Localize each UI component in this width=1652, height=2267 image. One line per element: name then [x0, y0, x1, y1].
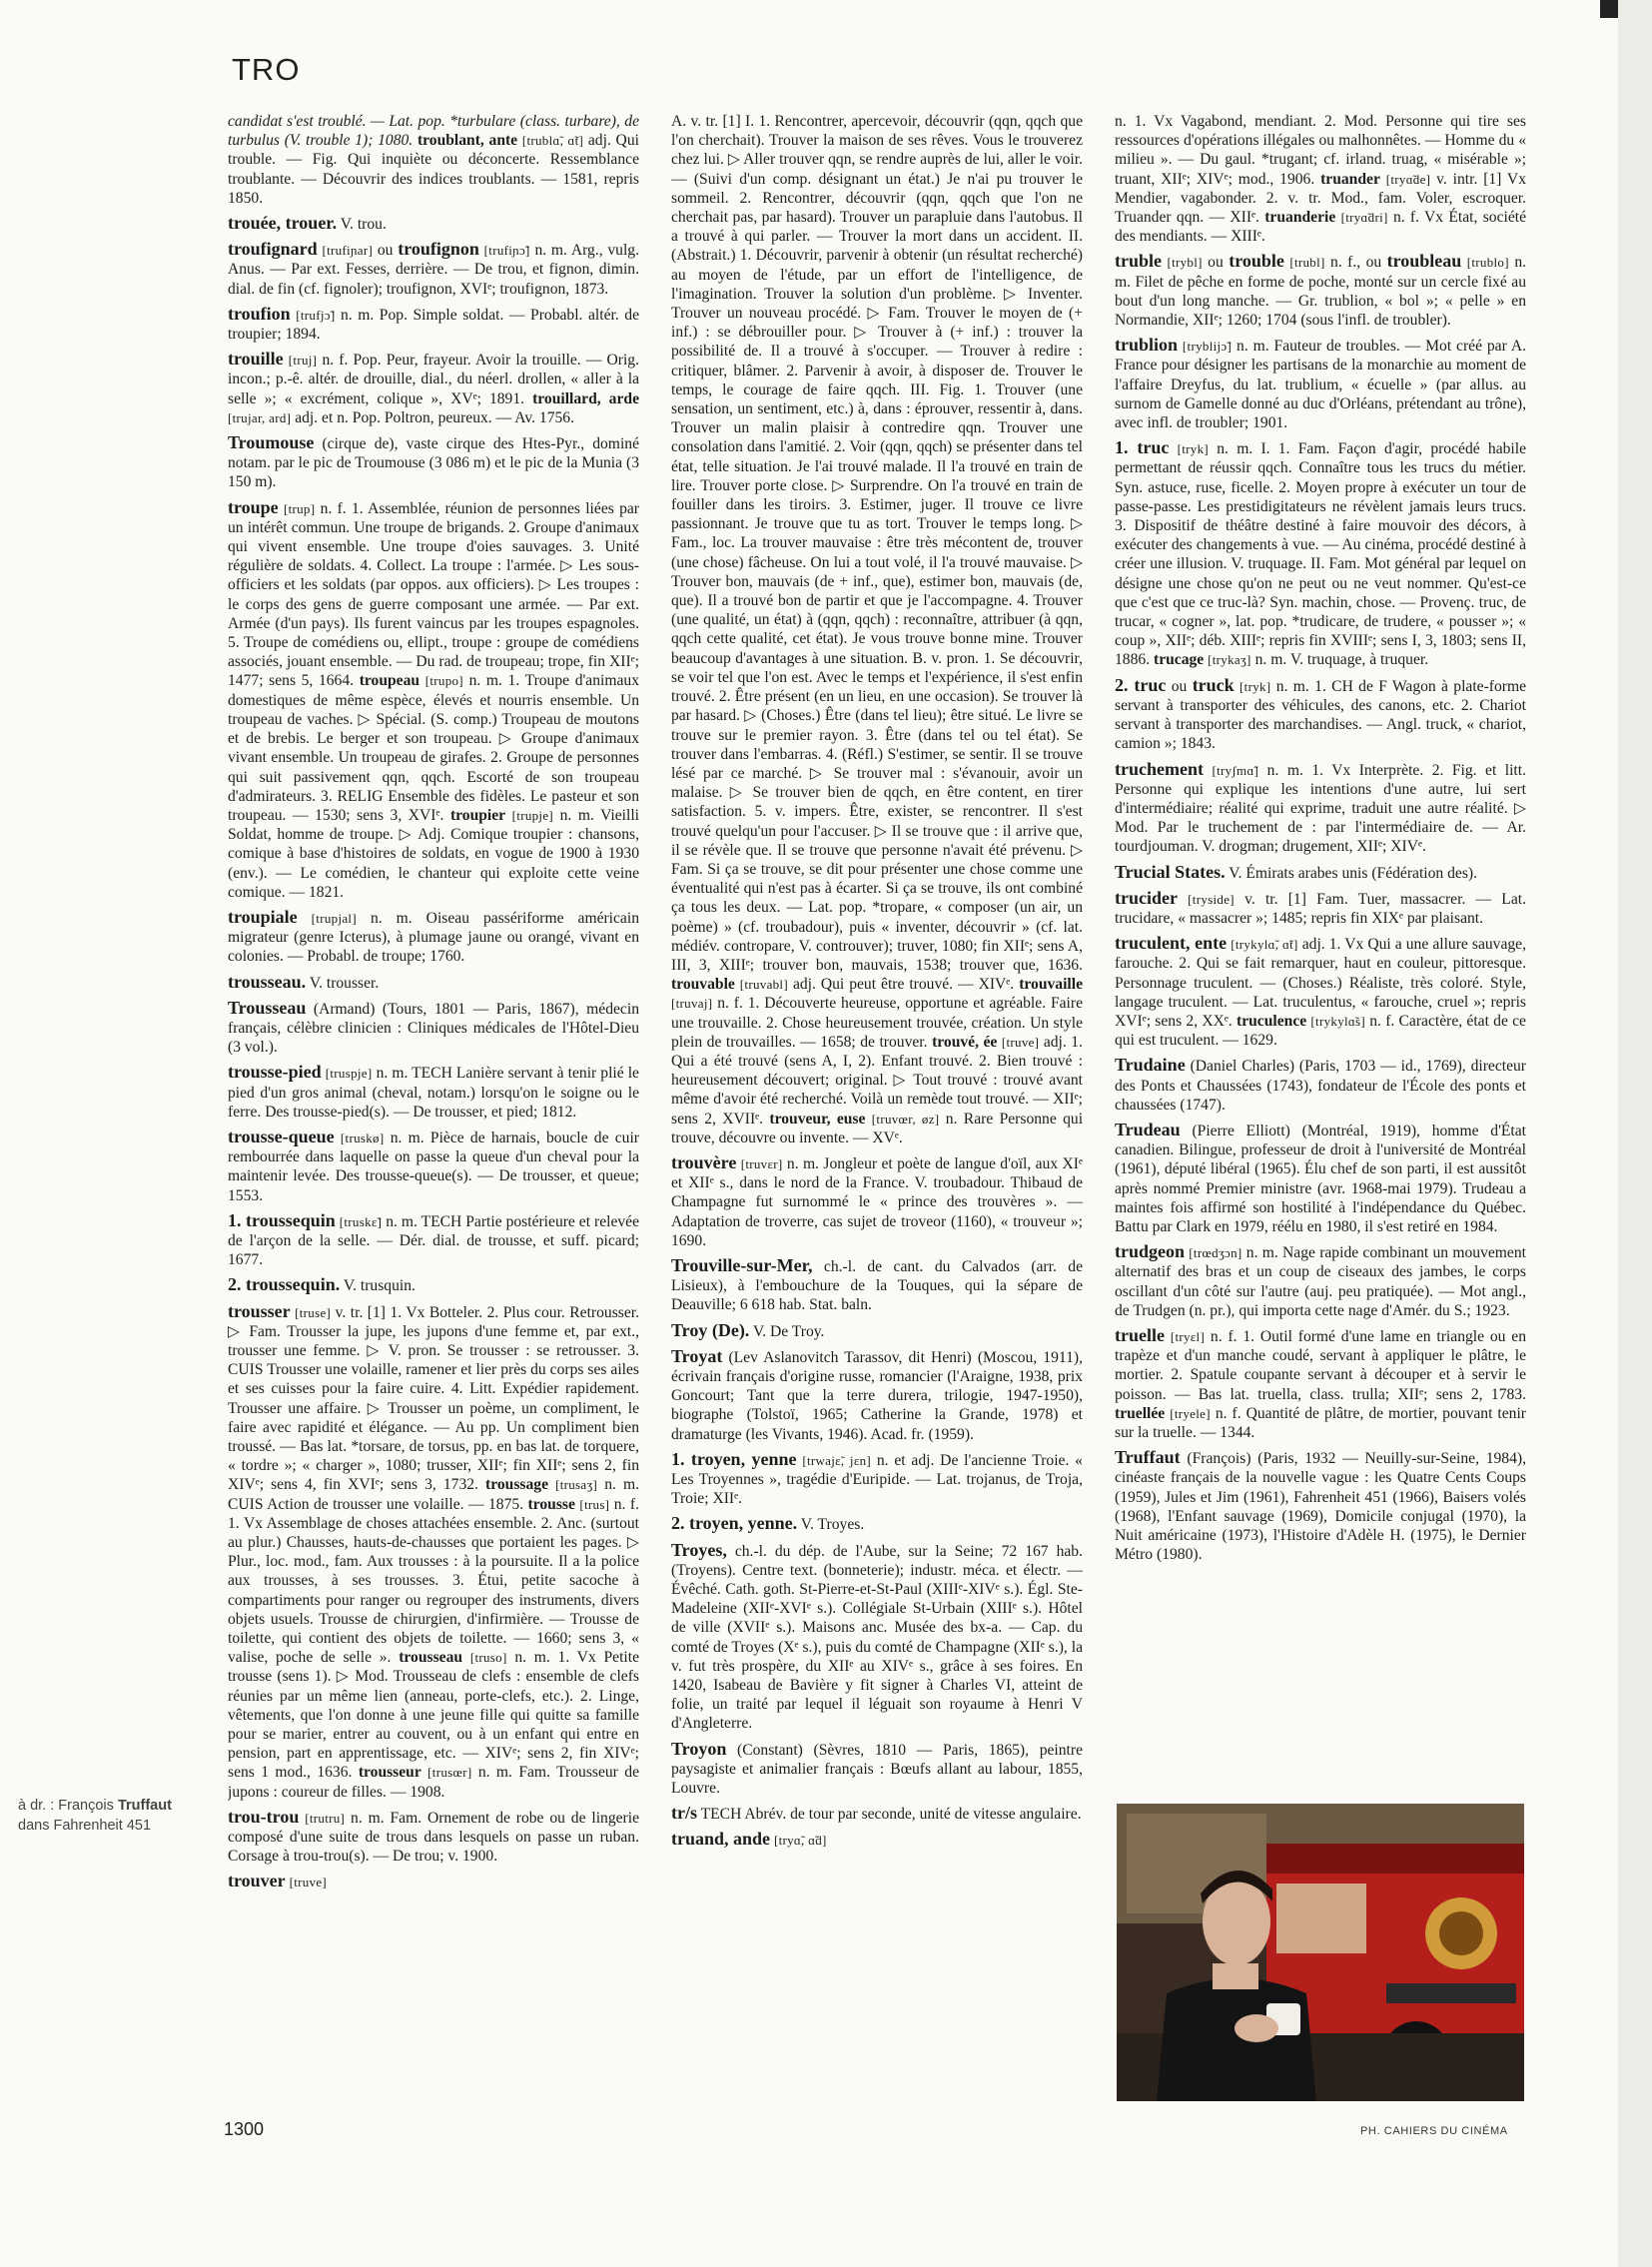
entry: A. v. tr. [1] I. 1. Rencontrer, apercevoir, découvrir (qqn, qqch que l'on cherchait). Trouver la maison de ses rêves. Vous le trouverez chez lui. ▷ Aller trouver qqn, se rendre auprès de lui, aller le voir. — (Suivi d'un comp. désignant un état.) Je n'ai pu trouver le sommeil. 2. Rencontrer, découvrir (qqn, qqch que l'on ne cherchait pas, par hasard). Trouver un parapluie dans l'autobus. Il a trouvé à qui parler. — Trouver la mort dans un accident. II. (Abstrait.) 1. Découvrir, parvenir à obtenir (un résultat recherché) au moyen de l'étude, par un effort de l'intelligence, de l'imagination. Trouver la solution d'un problème. ▷ Inventer. Trouver un nouveau procédé. ▷ Fam. Trouver le moyen de (+ inf.) : se débrouiller pour. ▷ Trouver à (+ inf.) : trouver la possibilité de. Il a trouvé à s'occuper. — Trouver à redire : critiquer, blâmer. 2. Parvenir à avoir, à disposer de. Trouver le temps, le courage de faire qqch. III. Fig. 1. Trouver (une sensation, un sentiment, etc.) à, dans : éprouver, ressentir à, dans. Trouver un malin plaisir à contredire qqn. Trouver une consolation dans l'amitié. 2. Voir (qqn, qqch) se présenter dans tel état, telle situation. Je l'ai trouvé malade. Il l'a trouvé en train de lire. Trouver porte close. ▷ Surprendre. On l'a trouvé en train de fouiller dans les tiroirs. 3. Estimer, juger. Il trouve ce livre passionnant. Je trouve que tu as tort. Trouver le temps long. ▷ Fam., loc. La trouver mauvaise : être très mécontent de, trouver (une chose) fâcheuse. On lui a tout volé, il l'a trouvé mauvaise. ▷ Trouver bon, mauvais (de + inf., que), estimer bon, mauvais (de, que). Il a trouvé bon de partir et que je l'accompagne. 4. Trouver (une qualité, un état) à (qqn, qqch) : reconnaître, attribuer (à qqn, qqch cette qualité, cet état). Je vous trouve bonne mine. Trouver beaucoup d'avantages à une situation. B. v. pron. 1. Se découvrir, se voir tel que l'on est. Avec le temps et l'expérience, il s'est enfin trouvé. 2. Être présent (en un lieu, en une occasion). Se trouver là par hasard. ▷ (Choses.) Être (dans tel lieu); être situé. Le livre se trouve sur le premier rayon. 3. Être (dans tel ou tel état). Se trouver dans l'embarras. 4. (Réfl.) S'estimer, se sentir. Il se trouve lésé par ce marché. ▷ Se trouver mal : s'évanouir, avoir un malaise. ▷ Se trouver bien de qqch, en être content, en tirer satisfaction. 5. v. impers. Être, exister, se rencontrer. Il s'est trouvé quelqu'un pour l'accuser. ▷ Il se trouve que : il arrive que, il se révèle que. Il se trouve que personne n'avait été prévenu. ▷ Fam. Si ça se trouve, se dit pour présenter une chose comme une éventualité qui n'est pas à écarter. Si ça se trouve, ils ont combiné ça tous les deux. — Lat. pop. *tropare, « composer (un air, un poème) » (cf. troubadour), puis « inventer, découvrir » (cf. lat. médiév. contropare, V. controuver); truver, 1080; fin XIIᵉ; sens A, III, 3, XIIIᵉ; trouver bon, mauvais, 1538; trouver que, 1636. trouvable [truvabl] adj. Qui peut être trouvé. — XIVᵉ. trouvaille [truvaj] n. f. 1. Découverte heureuse, opportune et agréable. Faire une trouvaille. 2. Chose heureusement trouvée, création. Un style plein de trouvailles. — 1658; de trouver. trouvé, ée [truve] adj. 1. Qui a été trouvé (sens A, I, 2). Enfant trouvé. 2. Bien trouvé : heureusement découvert; original. ▷ Tout trouvé : trouvé avant même d'avoir été recherché. Voilà un remède tout trouvé. — XIIᵉ; sens 2, XVIIᵉ. trouveur, euse [truvœr, øz] n. Rare Personne qui trouve, découvre ou invente. — XVᵉ.	[671, 113, 1083, 1146]
entry: trouver [truve]	[228, 1871, 328, 1891]
running-head: TRO	[232, 52, 301, 87]
entry: truelle [tryɛl] n. f. 1. Outil formé d'une lame en triangle ou en trapèze et d'un manche coudé, servant à appliquer le plâtre, le mortier. 2. Spatule coupante servant à découper et à servir le poisson. — Bas lat. truella, class. trulla; XIIᵉ; sens 2, 1783. truellée [tryele] n. f. Quantité de plâtre, de mortier, pouvant tenir sur la truelle. — 1344.	[1115, 1324, 1526, 1441]
entry: tr/s TECH Abrév. de tour par seconde, unité de vitesse angulaire.	[671, 1803, 1082, 1824]
entry: troufion [trufjɔ̃] n. m. Pop. Simple soldat. — Probabl. altér. de troupier; 1894.	[228, 303, 639, 344]
entry: Trouville-sur-Mer, ch.-l. de cant. du Calvados (arr. de Lisieux), à l'embouchure de la Touques, qui la sépare de Deauville; 6 618 hab. Stat. baln.	[671, 1254, 1083, 1314]
entry: Troyon (Constant) (Sèvres, 1810 — Paris, 1865), peintre paysagiste et animalier français : Bœufs allant au labour, 1855, Louvre.	[671, 1738, 1083, 1798]
entry: truculent, ente [trykylɑ̃, ɑ̃t] adj. 1. Vx Qui a une allure sauvage, farouche. 2. Qui se fait remarquer, haut en couleur, pittoresque. Personnage truculent. — (Choses.) Réaliste, très coloré. Style, langage truculent. — Lat. truculentus, « farouche, cruel »; repris XVIᵉ; sens 2, XXᵉ. truculence [trykylɑ̃s] n. f. Caractère, état de ce qui est truculent. — 1629.	[1115, 933, 1526, 1050]
entry: trouée, trouer. V. trou.	[228, 213, 387, 234]
entry: Troumouse (cirque de), vaste cirque des Htes-Pyr., dominé notam. par le pic de Troumouse (3 086 m) et le pic de la Munia (3 150 m).	[228, 432, 639, 491]
entry: truchement [tryʃmɑ̃] n. m. 1. Vx Interprète. 2. Fig. et litt. Personne qui explique les intentions d'une autre, lui sert d'intermédiaire; réalité qui exprime, traduit une autre réalité. ▷ Mod. Par le truchement de : par l'intermédiaire de. — Ar. tourdjouman. V. drogman; drugement, XIIᵉ; XIVᵉ.	[1115, 758, 1526, 856]
entry: 1. troyen, yenne [trwajɛ̃, jɛn] n. et adj. De l'ancienne Troie. « Les Troyennes », tragédie d'Euripide. — Lat. trojanus, de Troja, Troie; XIIᵉ.	[671, 1448, 1083, 1508]
entry: Trousseau (Armand) (Tours, 1801 — Paris, 1867), médecin français, célèbre clinicien : Cliniques médicales de l'Hôtel-Dieu (3 vol.).	[228, 997, 639, 1057]
entry: trouille [truj] n. f. Pop. Peur, frayeur. Avoir la trouille. — Orig. incon.; p.-ê. altér. de drouille, dial., du néerl. drollen, « aller à la selle »; « excrément, colique », XVᵉ; 1891. trouillard, arde [trujar, ard] adj. et n. Pop. Poltron, peureux. — Av. 1756.	[228, 349, 639, 426]
photo-credit: PH. CAHIERS DU CINÉMA	[1360, 2125, 1508, 2137]
entry: 2. troyen, yenne. V. Troyes.	[671, 1513, 865, 1534]
entry: trousse-queue [truskø] n. m. Pièce de harnais, boucle de cuir rembourrée dans laquelle on passe la queue d'un cheval pour la maintenir levée. Des trousse-queue(s). — De trousser, et queue; 1553.	[228, 1126, 639, 1204]
entry: troufignard [trufiɲar] ou troufignon [trufiɲɔ̃] n. m. Arg., vulg. Anus. — Par ext. Fesses, derrière. — De trou, et fignon, dimin. dial. de fin (cf. fignoler); troufignon, XVIᵉ; troufignon, 1873.	[228, 239, 639, 298]
column-1	[228, 112, 639, 2109]
edge-mark	[1600, 0, 1618, 18]
entry: troupiale [trupjal] n. m. Oiseau passériforme américain migrateur (genre Icterus), à plumage jaune ou orangé, vivant en colonies. — Probabl. de troupe; 1760.	[228, 906, 639, 966]
entry: 2. troussequin. V. trusquin.	[228, 1274, 415, 1295]
entry: 1. truc [tryk] n. m. I. 1. Fam. Façon d'agir, procédé habile permettant de réussir qqch. Connaître tous les trucs du métier. Syn. astuce, ruse, ficelle. 2. Moyen propre à exécuter un tour de passe-passe. Les prestidigitateurs ne révèlent jamais leurs trucs. 3. Dispositif de théâtre destiné à faire mouvoir des décors, à exécuter des changements à vue. — Au cinéma, procédé destiné à créer une illusion. V. truquage. II. Fam. Mot général par lequel on désigne une chose qu'on ne peut ou ne veut nommer. Qu'est-ce que c'est que ce truc-là? Syn. machin, chose. — Provenç. truc, de trucar, « cogner », lat. pop. *trudicare, de trudere, « pousser »; « coup », XIIᵉ; déb. XIIIᵉ; repris fin XVIIIᵉ; sens I, 3, 1803; sens II, 1886. trucage [trykaʒ] n. m. V. truquage, à truquer.	[1115, 437, 1526, 669]
entry: trousse-pied [truspje] n. m. TECH Lanière servant à tenir plié le pied d'un gros animal (cheval, notam.) lorsqu'on le soigne ou le ferre. Des trousse-pied(s). — De trousser, et pied; 1812.	[228, 1062, 639, 1121]
photo-illustration	[1117, 1804, 1524, 2101]
entry: trousser [truse] v. tr. [1] 1. Vx Botteler. 2. Plus cour. Retrousser. ▷ Fam. Trousser la jupe, les jupons d'une femme et, par ext., trousser une femme. ▷ V. pron. Se trousser : se retrousser. 3. CUIS Trousser une volaille, ramener et lier près du corps ses ailes et ses cuisses pour la faire cuire. 4. Litt. Expédier rapidement. Trousser une affaire. ▷ Trousser un poème, un compliment, le faire avec rapidité et élégance. — Au pp. Un compliment bien troussé. — Bas lat. *torsare, de torsus, pp. en bas lat. de torquere, « tordre »; « charger », 1080; trusser, XIIᵉ; fin XIIᵉ; sens 2, fin XIVᵉ; sens 4, fin XVIᵉ; sens 3, 1732. troussage [trusaʒ] n. m. CUIS Action de trousser une volaille. — 1875. trousse [trus] n. f. 1. Vx Assemblage de choses attachées ensemble. 2. Anc. (surtout au plur.) Chausses, hauts-de-chausses que portaient les pages. ▷ Plur., loc. mod., fam. Aux trousses : à la poursuite. Il a la police aux trousses, à ses trousses. 3. Étui, petite sacoche à compartiments pour ranger ou regrouper des instruments, divers objets usuels. Trousse de chirurgien, d'infirmière. — Trousse de toilette, qui contient des objets de toilette. — 1660; sens 3, « valise, poche de selle ». trousseau [truso] n. m. 1. Vx Petite trousse (sens 1). ▷ Mod. Trousseau de clefs : ensemble de clefs réunies par un même lien (anneau, porte-clefs, etc.). 2. Linge, vêtements, que l'on donne à une jeune fille qui quitte sa famille pour se marier, entrer au couvent, ou à un enfant qui entre en pension, part en apprentissage, etc. — XIVᵉ; sens 2, fin XIVᵉ; sens 1 mod., 1636. trousseur [trusœr] n. m. Fam. Trousseur de jupons : coureur de filles. — 1908.	[228, 1300, 639, 1801]
entry: trudgeon [trœdʒɔn] n. m. Nage rapide combinant un mouvement alternatif des bras et un coup de ciseaux des jambes, le corps oscillant d'un côté sur l'autre (auj. peu pratiquée). — Mot angl., de Trudgen (n. pr.), qui importa cette nage d'Amér. du S.; 1923.	[1115, 1241, 1526, 1319]
entry: trou-trou [trutru] n. m. Fam. Ornement de robe ou de lingerie composé d'une suite de trous dans lesquels on passe un ruban. Corsage à trou-trou(s). — De trou; v. 1900.	[228, 1806, 639, 1866]
entry: 1. troussequin [truskɛ̃] n. m. TECH Partie postérieure et relevée de l'arçon de la selle. — Dér. dial. de trousse, et suff. picard; 1677.	[228, 1209, 639, 1269]
page-number: 1300	[224, 2119, 265, 2139]
photo-caption: à dr. : François Truffaut dans Fahrenheit 451	[18, 1798, 172, 1834]
column-2	[671, 112, 1083, 2109]
entry: Troy (De). V. De Troy.	[671, 1319, 825, 1340]
page-edge	[1618, 0, 1652, 2267]
entry: trublion [tryblijɔ̃] n. m. Fauteur de troubles. — Mot créé par A. France pour désigner les partisans de la monarchie au moment de l'affaire Dreyfus, du lat. trublium, « écuelle » (par allus. au surnom de Gamelle donné au duc d'Orléans, prétendant au trône), avec infl. de troubler; 1901.	[1115, 335, 1526, 432]
entry: trucider [tryside] v. tr. [1] Fam. Tuer, massacrer. — Lat. trucidare, « massacrer »; 1485; repris fin XIXᵉ par plaisant.	[1115, 887, 1526, 927]
entry: Trudeau (Pierre Elliott) (Montréal, 1919), homme d'État canadien. Bilingue, professeur de droit à l'université de Montréal (1961), député libéral (1965). Élu chef de son parti, il est aussitôt après nommé Premier ministre (avr. 1968-mai 1979). Trudeau a maintes fois affirmé son hostilité à l'indépendance du Québec. Battu par Clark en 1979, réélu en 1980, il s'est retiré en 1984.	[1115, 1119, 1526, 1235]
entry: Trudaine (Daniel Charles) (Paris, 1703 — id., 1769), directeur des Ponts et Chaussées (1743), fondateur de l'École des ponts et chaussées (1747).	[1115, 1055, 1526, 1114]
entry: truble [trybl] ou trouble [trubl] n. f., ou troubleau [trublo] n. m. Filet de pêche en forme de poche, monté sur un cercle fixé au bout d'un long manche. — Gr. trublion, « bol »; « pelle » en Normandie, XIIᵉ; 1260; 1704 (sous l'infl. de troubler).	[1115, 251, 1526, 330]
entry: n. 1. Vx Vagabond, mendiant. 2. Mod. Personne qui tire ses ressources d'opérations illégales ou malhonnêtes. — Homme du « milieu ». — Du gaul. *trugant; cf. irland. truag, « misérable »; truant, XIIᵉ; XIVᵉ; mod., 1906. truander [tryɑ̃de] v. intr. [1] Vx Mendier, vagabonder. 2. v. tr. Mod., fam. Voler, escroquer. Truander qqn. — XIIᵉ. truanderie [tryɑ̃dri] n. f. Vx État, société des mendiants. — XIIIᵉ.	[1115, 113, 1526, 246]
entry: Trucial States. V. Émirats arabes unis (Fédération des).	[1115, 861, 1477, 882]
entry: trousseau. V. trousser.	[228, 971, 380, 992]
entry: 2. truc ou truck [tryk] n. m. 1. CH de F Wagon à plate-forme servant à transporter des véhicules, des canons, etc. 2. Chariot servant à transporter des marchandises. — Angl. truck, « chariot, camion »; 1843.	[1115, 674, 1526, 753]
entry: candidat s'est troublé. — Lat. pop. *turbulare (class. turbare), de turbulus (V. trouble 1); 1080. troublant, ante [trublɑ̃, ɑ̃t] adj. Qui trouble. — Fig. Qui inquiète ou déconcerte. Ressemblance troublante. — Découvrir des indices troublants. — 1581, repris 1850.	[228, 113, 639, 207]
entry: Troyes, ch.-l. du dép. de l'Aube, sur la Seine; 72 167 hab. (Troyens). Centre text. (bonneterie); industr. méca. et électr. — Évêché. Cath. goth. St-Pierre-et-St-Paul (XIIIᵉ-XIVᵉ s.). Égl. Ste-Madeleine (XIIᵉ-XVIᵉ s.). Collégiale St-Urbain (XIIIᵉ s.). Hôtel de ville (XVIIᵉ s.). Maisons anc. Musée des bx-a. — Cap. du comté de Troyes (Xᵉ s.), puis du comté de Champagne (XIIᵉ s.), la v. fut très prospère, du XIIᵉ au XIVᵉ s., grâce à ses foires. En 1420, Isabeau de Bavière y fit signer à Charles VI, atteint de folie, un traité par lequel il léguait son royaume à Henri V d'Angleterre.	[671, 1539, 1083, 1733]
entry: trouvère [truvɛr] n. m. Jongleur et poète de langue d'oïl, aux XIᵉ et XIIᵉ s., dans le nord de la France. V. troubadour. Thibaud de Champagne fut surnommé le « prince des trouvères ». — Adaptation de troverre, cas sujet de troveor (1160), « trouveur »; 1690.	[671, 1151, 1083, 1249]
entry: troupe [trup] n. f. 1. Assemblée, réunion de personnes liées par un intérêt commun. Une troupe de brigands. 2. Groupe d'animaux qui vivent ensemble. Une troupe d'oies sauvages. 3. Unité régulière de soldats. 4. Collect. La troupe : l'armée. ▷ Les sous-officiers et les soldats (par oppos. aux officiers). ▷ Les troupes : le corps des gens de guerre composant une armée. — Par ext. Armée (d'un pays). Ils furent vaincus par les troupes espagnoles. 5. Troupe de comédiens ou, ellipt., troupe : groupe de comédiens associés, jouant ensemble. — Du rad. de troupeau; trope, fin XIIᵉ; 1477; sens 5, 1664. troupeau [trupo] n. m. 1. Troupe d'animaux domestiques de même espèce, élevés et nourris ensemble. Un troupeau de vaches. ▷ Spécial. (S. comp.) Troupeau de moutons et de brebis. Le berger et son troupeau. ▷ Groupe d'animaux vivant ensemble. Un troupeau de girafes. 2. Groupe de personnes qui suit passivement qqn, qqch. Escorté de son troupeau d'admirateurs. 3. RELIG Ensemble des fidèles. Le pasteur et son troupeau. — 1530; sens 3, XVIᵉ. troupier [trupje] n. m. Vieilli Soldat, homme de troupe. ▷ Adj. Comique troupier : chansons, comique à base d'histoires de soldats, en vogue de 1900 à 1930 (env.). — Le comédien, le chanteur qui exploite cette veine comique. — 1821.	[228, 496, 639, 901]
entry: Troyat (Lev Aslanovitch Tarassov, dit Henri) (Moscou, 1911), écrivain français d'origine russe, romancier (l'Araigne, 1938, prix Goncourt; Tant que la terre durera, trilogie, 1947-1950), biographe (Tolstoï, 1965; Catherine la Grande, 1978) et dramaturge (les Vivants, 1946). Acad. fr. (1959).	[671, 1345, 1083, 1443]
entry: Truffaut (François) (Paris, 1932 — Neuilly-sur-Seine, 1984), cinéaste français de la nouvelle vague : les Quatre Cents Coups (1959), Jules et Jim (1961), Fahrenheit 451 (1966), Baisers volés (1968), l'Enfant sauvage (1969), Domicile conjugal (1970), la Nuit américaine (1973), l'Histoire d'Adèle H. (1975), le Dernier Métro (1980).	[1115, 1447, 1526, 1564]
truffaut-photo	[1117, 1804, 1524, 2101]
entry: truand, ande [tryɑ̃, ɑ̃d]	[671, 1829, 827, 1850]
